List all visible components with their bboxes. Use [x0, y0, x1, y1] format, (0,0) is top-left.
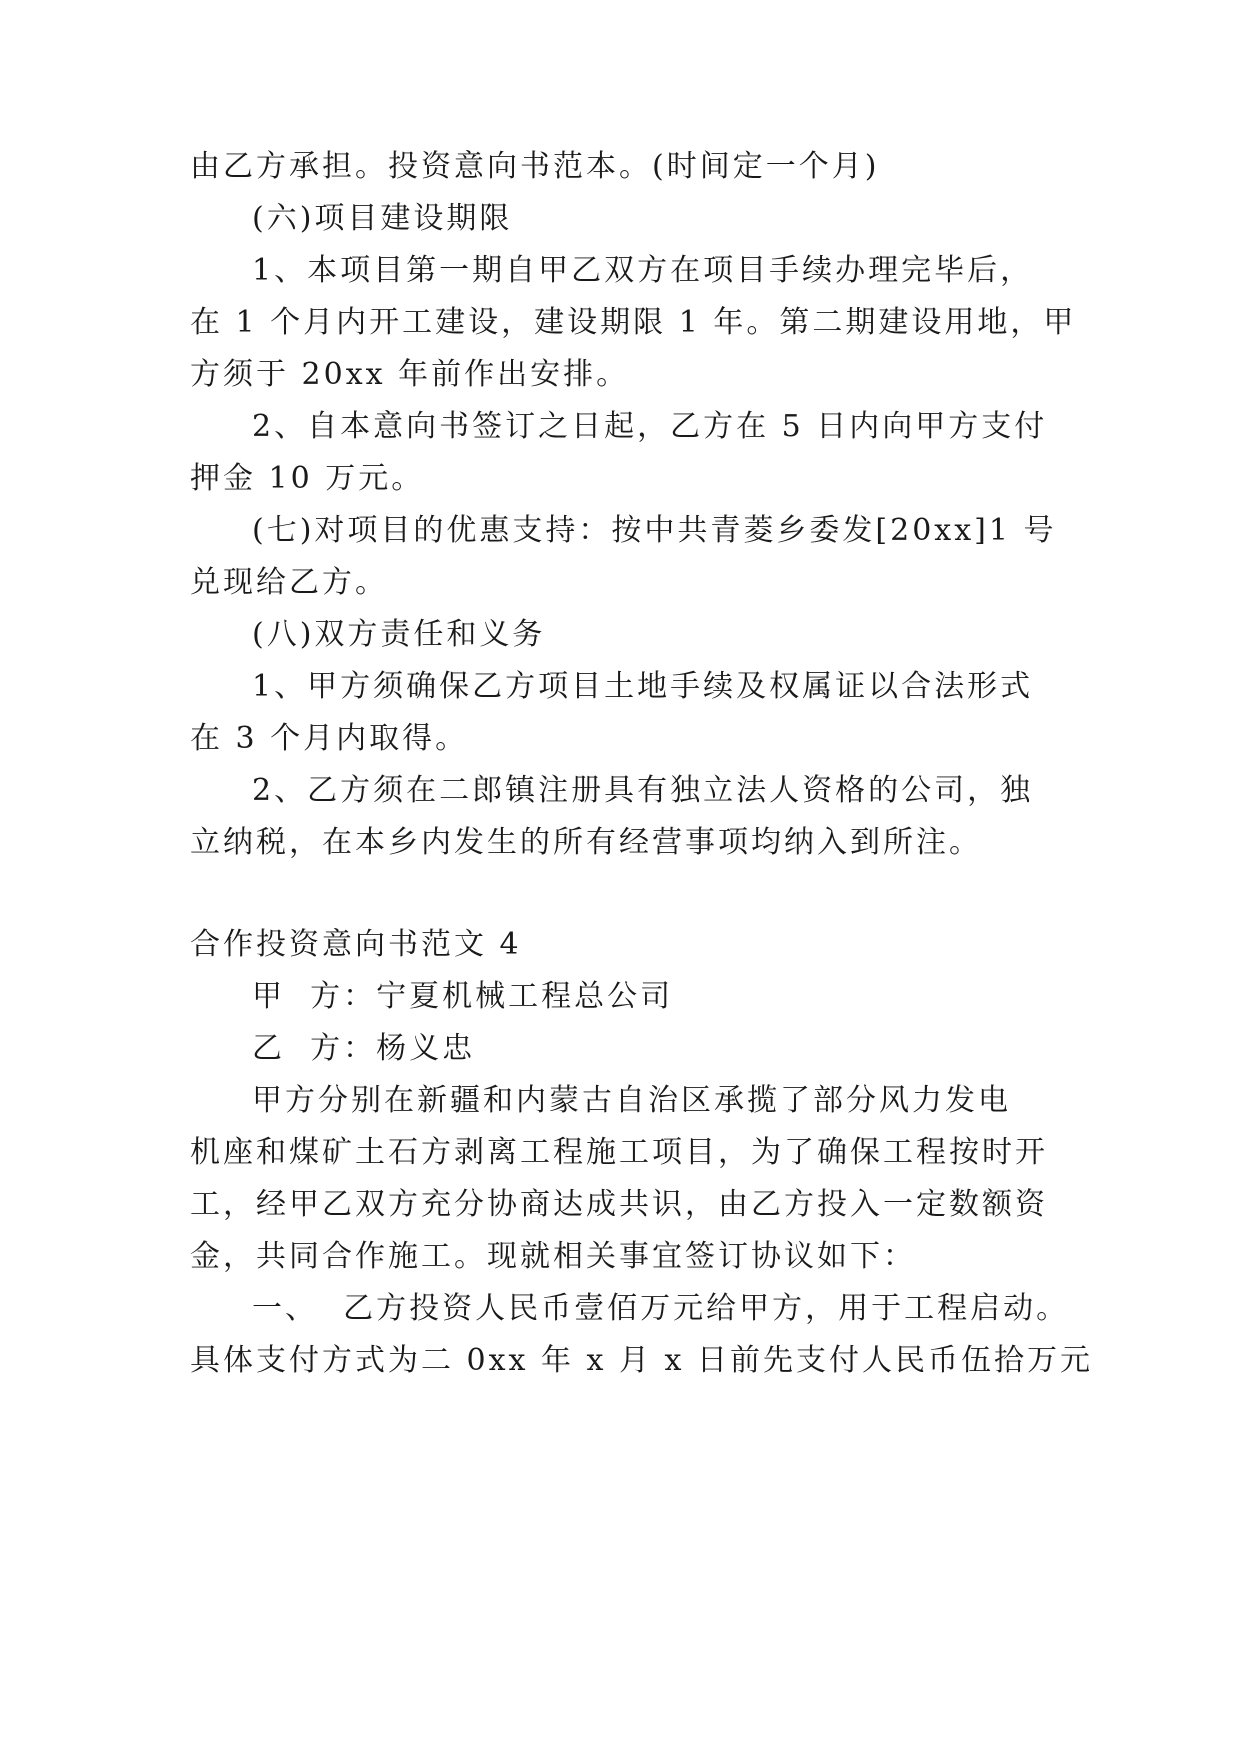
text-line: 由乙方承担。投资意向书范本。(时间定一个月) [190, 149, 880, 184]
section-heading: (八)双方责任和义务 [252, 617, 546, 652]
section-heading: (七)对项目的优惠支持：按中共青菱乡委发[20xx]1 号 [252, 513, 1057, 548]
text-line: 甲方分别在新疆和内蒙古自治区承揽了部分风力发电 [252, 1083, 1011, 1118]
text-line: 金，共同合作施工。现就相关事宜签订协议如下： [190, 1239, 916, 1274]
text-line: 在 3 个月内取得。 [190, 721, 469, 756]
text-line: 1、甲方须确保乙方项目土地手续及权属证以合法形式 [252, 669, 1034, 704]
text-line: 工，经甲乙双方充分协商达成共识，由乙方投入一定数额资 [190, 1187, 1048, 1222]
text-line: 兑现给乙方。 [190, 565, 388, 600]
text-line: 一、 乙方投资人民币壹佰万元给甲方，用于工程启动。 [252, 1291, 1070, 1326]
text-line: 2、乙方须在二郎镇注册具有独立法人资格的公司，独 [252, 773, 1034, 808]
party-b-line: 乙 方：杨义忠 [252, 1031, 476, 1066]
text-line: 在 1 个月内开工建设，建设期限 1 年。第二期建设用地，甲 [190, 305, 1077, 340]
party-a-line: 甲 方：宁夏机械工程总公司 [252, 979, 674, 1014]
text-line: 具体支付方式为二 0xx 年 x 月 x 日前先支付人民币伍拾万元 [190, 1343, 1093, 1378]
text-line: 2、自本意向书签订之日起，乙方在 5 日内向甲方支付 [252, 409, 1048, 444]
text-line: 机座和煤矿土石方剥离工程施工项目，为了确保工程按时开 [190, 1135, 1048, 1170]
document-title: 合作投资意向书范文 4 [190, 927, 522, 962]
section-heading: (六)项目建设期限 [252, 201, 513, 236]
text-line: 方须于 20xx 年前作出安排。 [190, 357, 630, 392]
text-line: 押金 10 万元。 [190, 461, 425, 496]
text-line: 立纳税，在本乡内发生的所有经营事项均纳入到所注。 [190, 825, 982, 860]
text-line: 1、本项目第一期自甲乙双方在项目手续办理完毕后， [252, 253, 1034, 288]
